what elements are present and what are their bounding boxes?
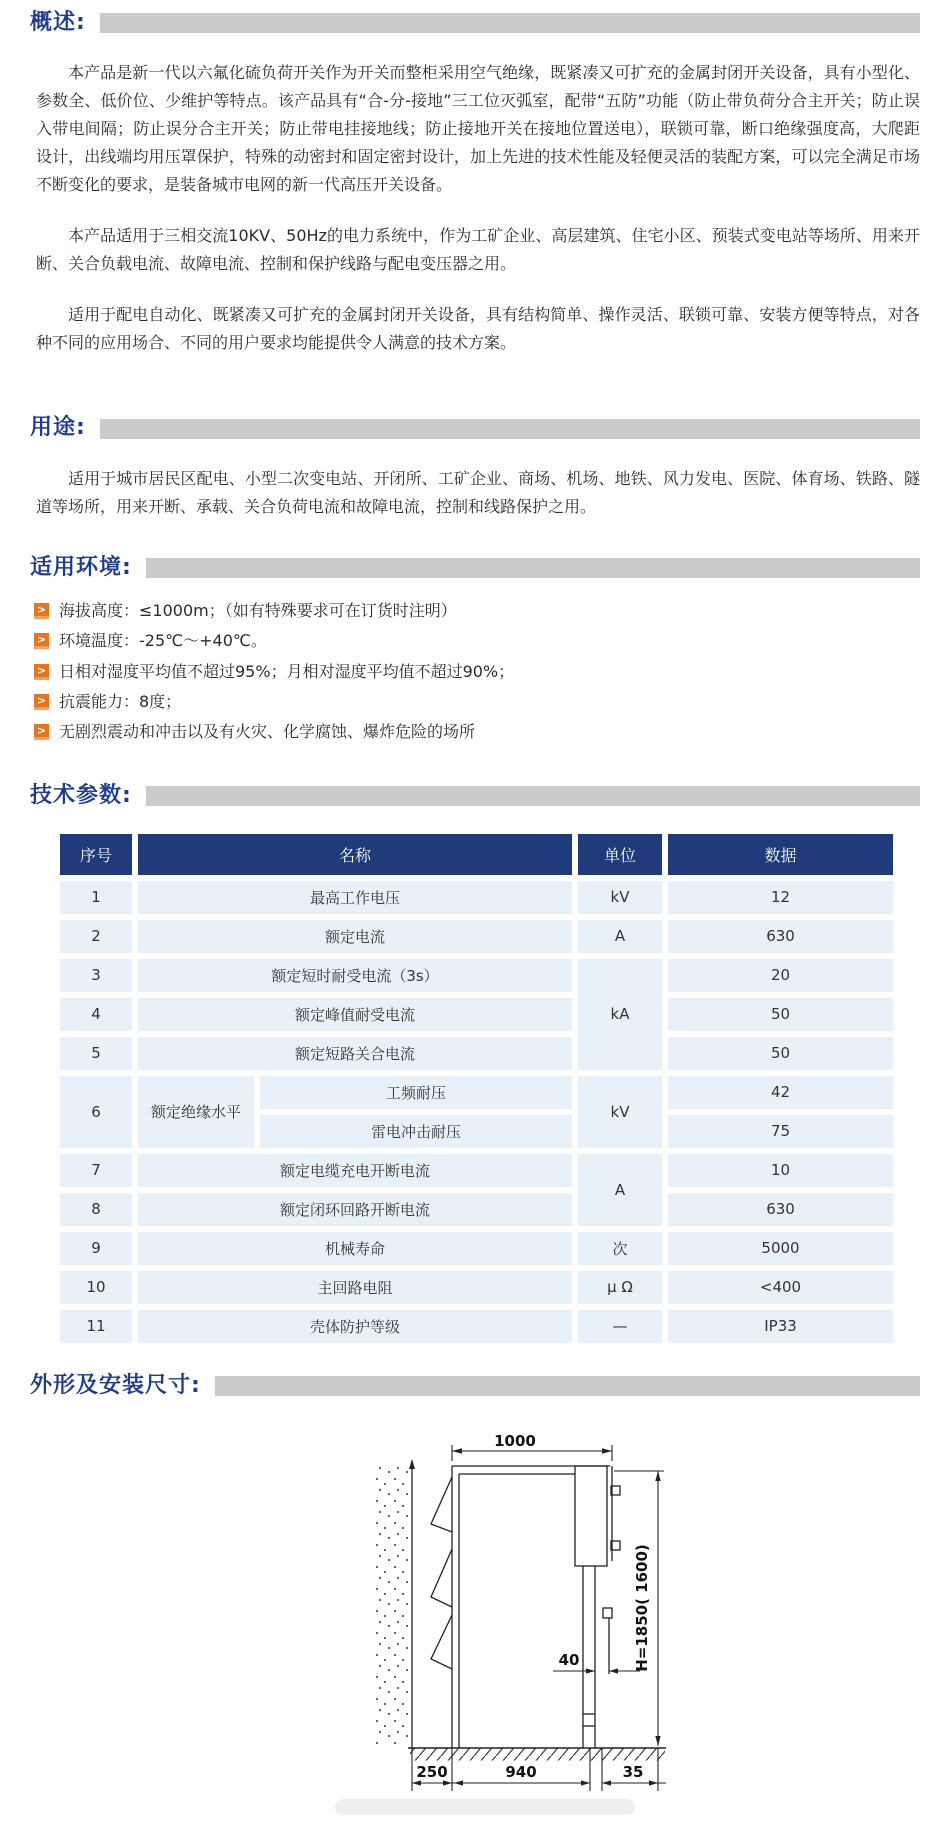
cell-unit-merged: A [578, 1154, 662, 1226]
cell-unit: 次 [578, 1232, 662, 1265]
cell-no: 6 [60, 1076, 132, 1148]
cell-no: 3 [60, 959, 132, 992]
table-row [60, 1271, 893, 1304]
cell-no: 2 [60, 920, 132, 953]
chevron-right-icon: > [34, 724, 49, 740]
overview-paragraph-2: 本产品适用于三相交流10KV、50Hz的电力系统中，作为工矿企业、高层建筑、住宅小区、预装式变电站等场所、用来开断、关合负载电流、故障电流、控制和保护线路与配电变压器之用。 [36, 226, 920, 274]
cell-name: 机械寿命 [138, 1232, 572, 1265]
list-item [34, 631, 920, 650]
cell-name: 壳体防护等级 [138, 1310, 572, 1343]
cell-name: 额定电流 [138, 920, 572, 953]
overview-paragraph-3: 适用于配电自动化、既紧凑又可扩充的金属封闭开关设备，具有结构简单、操作灵活、联锁可靠、安装方便等特点，对各种不同的应用场合、不同的用户要求均能提供令人满意的技术方案。 [36, 305, 920, 353]
overview-paragraph-1: 本产品是新一代以六氟化硫负荷开关作为开关而整柜采用空气绝缘，既紧凑又可扩充的金属封闭开关设备，具有小型化、参数全、低价位、少维护等特点。该产品具有“合-分-接地”三工位灭弧室，配带“五防”功能（防止带负荷分合主开关；防止误入带电间隔；防止误分合主开关；防止带电挂接地线；防止接地开关在接地位置送电），联锁可靠，断口绝缘强度高，大爬距设计，出线端均用压罩保护，特殊的动密封和固定密封设计，加上先进的技术性能及轻便灵活的装配方案，可以完全满足市场不断变化的要求，是装备城市电网的新一代高压开关设备。 [36, 63, 920, 195]
cell-value: 20 [668, 959, 893, 992]
cell-value: 12 [668, 881, 893, 914]
cell-name: 额定短路关合电流 [138, 1037, 572, 1070]
cell-no: 9 [60, 1232, 132, 1265]
table-row [60, 1193, 893, 1226]
environment-item-text: 抗震能力：8度； [59, 691, 182, 711]
cell-value: 50 [668, 998, 893, 1031]
list-item [34, 662, 920, 681]
col-header-unit: 单位 [578, 834, 662, 875]
dim-label-gap: 40 [558, 1650, 580, 1669]
section-title-usage: 用途: [30, 415, 86, 441]
cell-value: 75 [668, 1115, 893, 1148]
section-bar [146, 786, 920, 806]
cell-name: 额定电缆充电开断电流 [138, 1154, 572, 1187]
list-item [34, 722, 920, 741]
col-header-value: 数据 [668, 834, 893, 875]
table-row [60, 998, 893, 1031]
dim-label-top-width: 1000 [494, 1431, 536, 1450]
product-datasheet-page [0, 10, 952, 1781]
table-row [60, 1076, 893, 1109]
section-header-outline [30, 1373, 920, 1399]
cell-no: 11 [60, 1310, 132, 1343]
cell-no: 7 [60, 1154, 132, 1187]
cell-value: 5000 [668, 1232, 893, 1265]
cell-value: IP33 [668, 1310, 893, 1343]
table-header-row [60, 834, 893, 875]
environment-item-text: 日相对湿度平均值不超过95%；月相对湿度平均值不超过90%； [59, 661, 515, 681]
table-row [60, 1037, 893, 1070]
chevron-right-icon: > [34, 633, 49, 649]
environment-list [34, 601, 920, 741]
cell-no: 8 [60, 1193, 132, 1226]
dim-label-bottom-left: 250 [416, 1762, 448, 1781]
section-title-outline: 外形及安装尺寸: [30, 1372, 201, 1398]
cabinet-outline [376, 1459, 666, 1761]
section-bar [100, 13, 920, 33]
outline-drawing-svg [320, 1431, 700, 1826]
col-header-no: 序号 [60, 834, 132, 875]
table-row [60, 1232, 893, 1265]
section-title-overview: 概述: [30, 10, 86, 35]
cell-name: 额定短时耐受电流（3s） [138, 959, 572, 992]
cell-unit-merged: kV [578, 1076, 662, 1148]
section-header-tech-params [30, 783, 920, 809]
cell-value: <400 [668, 1271, 893, 1304]
cell-unit-merged: kA [578, 959, 662, 1070]
cell-value: 50 [668, 1037, 893, 1070]
section-header-overview [30, 10, 920, 36]
cell-unit: A [578, 920, 662, 953]
dim-label-height: H=1850( 1600) [633, 1544, 651, 1672]
chevron-right-icon: > [34, 603, 49, 619]
cell-name-sub: 雷电冲击耐压 [260, 1115, 572, 1148]
list-item [34, 601, 920, 620]
section-bar [146, 558, 920, 578]
outline-drawing [320, 1431, 700, 1830]
cell-name: 额定闭环回路开断电流 [138, 1193, 572, 1226]
environment-item-text: 环境温度：-25℃～+40℃。 [59, 631, 267, 651]
dim-label-bottom-middle: 940 [505, 1762, 537, 1781]
table-row [60, 1310, 893, 1343]
cell-value: 630 [668, 920, 893, 953]
section-bar [100, 419, 920, 439]
dim-label-bottom-right: 35 [622, 1762, 644, 1781]
cell-name: 额定峰值耐受电流 [138, 998, 572, 1031]
tech-params-table [54, 828, 899, 1349]
usage-paragraph: 适用于城市居民区配电、小型二次变电站、开闭所、工矿企业、商场、机场、地铁、风力发电、医院、体育场、铁路、隧道等场所，用来开断、承载、关合负荷电流和故障电流，控制和线路保护之用。 [36, 468, 920, 516]
cell-name-group: 额定绝缘水平 [138, 1076, 254, 1148]
cell-unit: — [578, 1310, 662, 1343]
table-row [60, 881, 893, 914]
cell-value: 42 [668, 1076, 893, 1109]
table-row [60, 920, 893, 953]
cell-unit: kV [578, 881, 662, 914]
table-row [60, 959, 893, 992]
cell-name-sub: 工频耐压 [260, 1076, 572, 1109]
environment-item-text: 海拔高度：≤1000m；（如有特殊要求可在订货时注明） [59, 601, 457, 621]
section-title-environment: 适用环境: [30, 554, 132, 580]
section-title-tech-params: 技术参数: [30, 783, 132, 809]
chevron-right-icon: > [34, 664, 49, 680]
chevron-right-icon: > [34, 694, 49, 710]
list-item [34, 692, 920, 711]
cell-name: 最高工作电压 [138, 881, 572, 914]
watermark-smudge [335, 1799, 635, 1815]
cell-unit: μ Ω [578, 1271, 662, 1304]
table-row [60, 1154, 893, 1187]
section-header-environment [30, 555, 920, 581]
cell-value: 10 [668, 1154, 893, 1187]
section-bar [215, 1376, 920, 1396]
cell-no: 10 [60, 1271, 132, 1304]
cell-no: 1 [60, 881, 132, 914]
col-header-name: 名称 [138, 834, 572, 875]
cell-name: 主回路电阻 [138, 1271, 572, 1304]
environment-item-text: 无剧烈震动和冲击以及有火灾、化学腐蚀、爆炸危险的场所 [59, 721, 476, 741]
cell-value: 630 [668, 1193, 893, 1226]
cell-no: 5 [60, 1037, 132, 1070]
section-header-usage [30, 415, 920, 441]
cell-no: 4 [60, 998, 132, 1031]
